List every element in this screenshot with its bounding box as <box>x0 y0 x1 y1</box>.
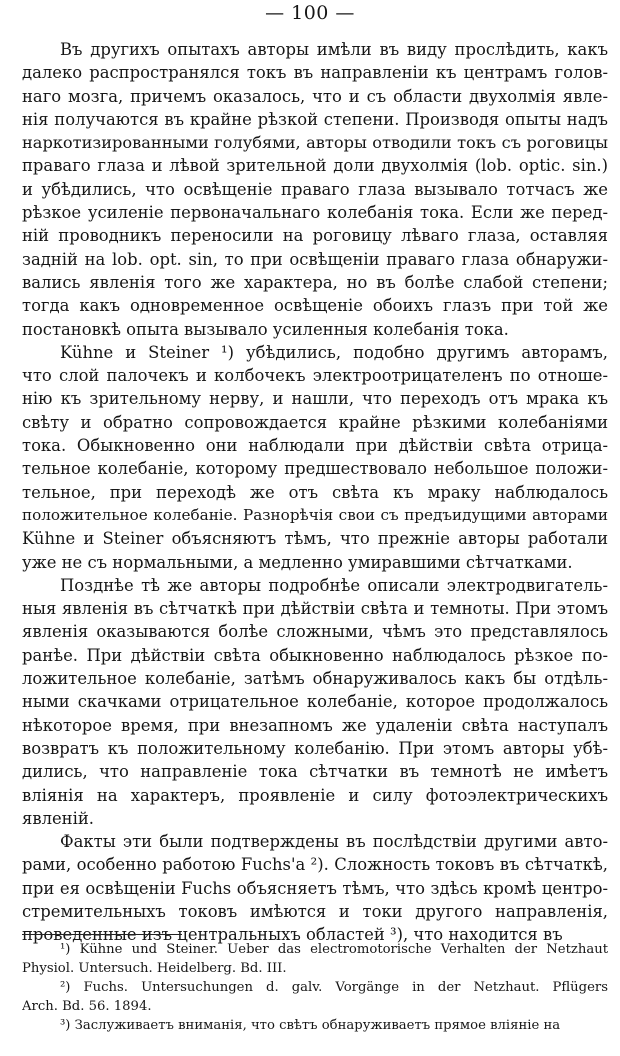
paragraph-line: тогда какъ одновременное освѣщеніе обоихъ глазъ при той же <box>22 296 608 316</box>
paragraph-line: свѣту и обратно сопровождается крайне рѣзкими колебаніями <box>22 412 608 432</box>
footnote-line: ³) Заслуживаетъ вниманія, что свѣтъ обнаруживаетъ прямое вліяніе на <box>60 1018 561 1033</box>
paragraph-line: праваго глаза и лѣвой зрительной доли двухолмія (lob. optic. sin.) <box>22 156 608 176</box>
paragraph-line: рѣзкое усиленіе первоначальнаго колебанія тока. Если же перед- <box>22 203 608 223</box>
paragraph <box>22 830 608 946</box>
paragraph-line: дились, что направленіе тока сѣтчатки въ темнотѣ не имѣетъ <box>22 762 608 782</box>
paragraph-line: вліянія на характеръ, проявленіе и силу фотоэлектрическихъ <box>22 785 608 805</box>
paragraph-line: рами, особенно работою Fuchs'a ²). Сложность токовъ въ сѣтчаткѣ, <box>22 855 608 875</box>
paragraph-line: стремительныхъ токовъ имѣются и токи другого направленія, <box>22 901 608 921</box>
paragraph-line: возвратъ къ положительному колебанію. При этомъ авторы убѣ- <box>22 738 608 758</box>
paragraph-line: Позднѣе тѣ же авторы подробнѣе описали электродвигатель- <box>60 575 608 595</box>
paragraph-line: ными скачками отрицательное колебаніе, которое продолжалось <box>22 692 608 712</box>
paragraph-line: ранѣе. При дѣйствіи свѣта обыкновенно наблюдалось рѣзкое по- <box>22 645 608 665</box>
paragraph-line: далеко распространялся токъ въ направленіи къ центрамъ голов- <box>22 63 608 83</box>
paragraph-line: положительное колебаніе. Разнорѣчія свои съ предъидущими авторами <box>22 505 608 524</box>
paragraph-line: ложительное колебаніе, затѣмъ обнаруживалось какъ бы отдѣль- <box>22 669 608 689</box>
paragraph-line: Факты эти были подтверждены въ послѣдствіи другими авто- <box>60 832 608 852</box>
footnote-line: Arch. Bd. 56. 1894. <box>22 999 152 1014</box>
paragraph-line: нію къ зрительному нерву, и нашли, что переходъ отъ мрака къ <box>22 389 608 409</box>
paragraph-line: нія получаются въ крайне рѣзкой степени. Производя опыты надъ <box>22 109 608 129</box>
page-number: — 100 — <box>265 2 355 24</box>
paragraph-line: тельное, при переходѣ же отъ свѣта къ мраку наблюдалось <box>22 482 608 502</box>
paragraph <box>22 341 608 574</box>
paragraph-line: тельное колебаніе, которому предшествовало небольшое положи- <box>22 459 608 479</box>
paragraph-line: постановкѣ опыта вызывало усиленныя колебанія тока. <box>22 319 509 339</box>
paragraph-line: ныя явленія въ сѣтчаткѣ при дѣйствіи свѣта и темноты. При этомъ <box>22 599 608 619</box>
footnote <box>22 978 608 1016</box>
body-text <box>22 38 608 947</box>
paragraph-line: проведенные изъ центральныхъ областей ³), что находится въ <box>22 925 563 945</box>
paragraph-line: Въ другихъ опытахъ авторы имѣли въ виду прослѣдить, какъ <box>60 40 608 59</box>
footnote-line: Physiol. Untersuch. Heidelberg. Bd. III. <box>22 961 287 976</box>
paragraph-line: Kühne и Steiner объясняютъ тѣмъ, что прежніе авторы работали <box>22 529 608 549</box>
paragraph-line: ній проводникъ переносили на роговицу лѣваго глаза, оставляя <box>22 226 608 246</box>
footnote-divider <box>22 934 182 935</box>
paragraph-line: уже не съ нормальными, а медленно умиравшими сѣтчатками. <box>22 552 573 572</box>
paragraph-line: задній на lob. opt. sin, то при освѣщеніи праваго глаза обнаружи- <box>22 249 608 269</box>
paragraph-line: при ея освѣщеніи Fuchs объясняетъ тѣмъ, что здѣсь кромѣ центро- <box>22 878 608 898</box>
paragraph-line: нѣкоторое время, при внезапномъ же удаленіи свѣта наступалъ <box>22 715 608 735</box>
paragraph-line: Kühne и Steiner ¹) убѣдились, подобно другимъ авторамъ, <box>60 342 608 362</box>
footnote-line: ²) Fuchs. Untersuchungen d. galv. Vorgänge in der Netzhaut. Pflügers <box>60 980 608 995</box>
paragraph <box>22 38 608 341</box>
paragraph-line: вались явленія того же характера, но въ болѣе слабой степени; <box>22 272 608 292</box>
paragraph-line: что слой палочекъ и колбочекъ электроотрицателенъ по отноше- <box>22 366 608 386</box>
footnote <box>22 940 608 978</box>
footnote-line: ¹) Kühne und Steiner. Ueber das electromotorische Verhalten der Netzhaut <box>60 942 608 957</box>
footnotes <box>22 940 608 1035</box>
paragraph-line: наго мозга, причемъ оказалось, что и съ области двухолмія явле- <box>22 86 608 106</box>
paragraph-line: наркотизированными голубями, авторы отводили токъ съ роговицы <box>22 133 608 153</box>
paragraph-line: явленія оказываются болѣе сложными, чѣмъ это представлялось <box>22 622 608 642</box>
footnote <box>22 1016 608 1035</box>
paragraph-line: и убѣдились, что освѣщеніе праваго глаза вызывало тотчасъ же <box>22 179 608 199</box>
paragraph-line: явленій. <box>22 808 94 828</box>
paragraph <box>22 574 608 830</box>
paragraph-line: тока. Обыкновенно они наблюдали при дѣйствіи свѣта отрица- <box>22 436 608 456</box>
